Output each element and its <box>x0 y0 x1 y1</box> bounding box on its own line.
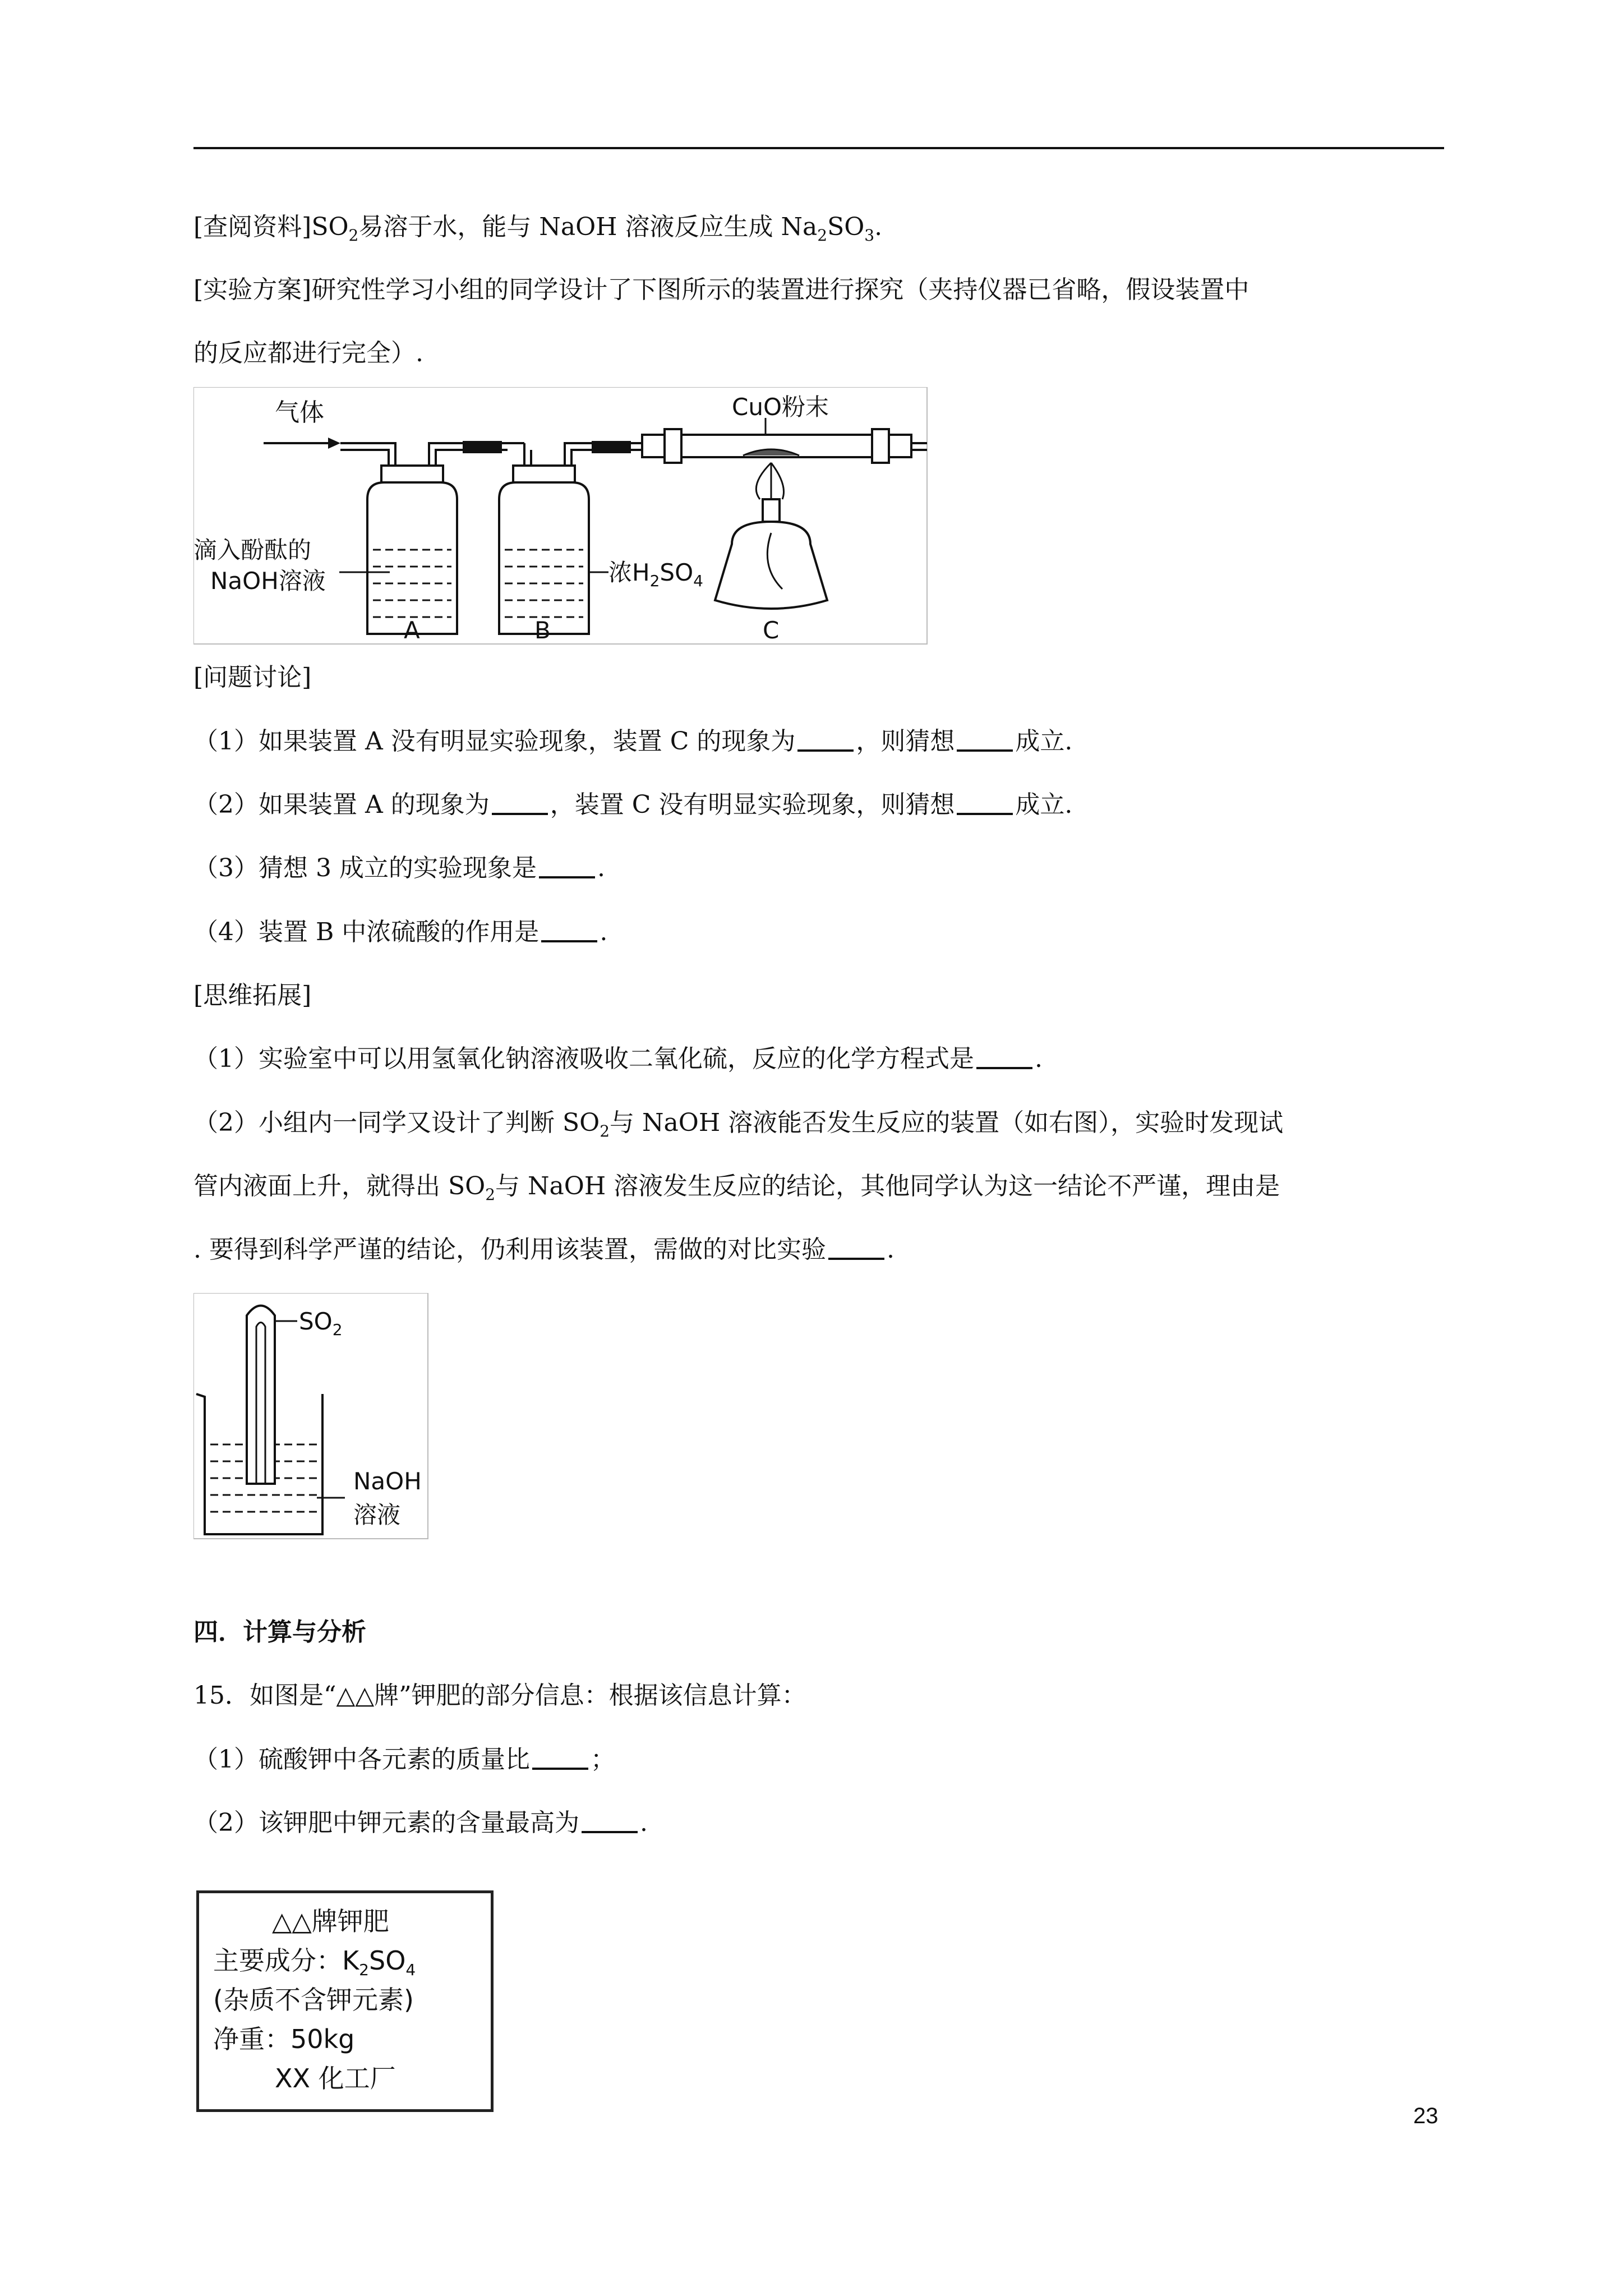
answer-blank[interactable] <box>957 790 1013 815</box>
extension-question-2-cont: 管内液面上升，就得出 $SO_2$与 NaOH 溶液发生反应的结论，其他同学认为这一结论不严谨，理由是 <box>193 1172 1280 1204</box>
label-title: △△牌钾肥 <box>272 1906 389 1936</box>
acid-label: 浓$H_2SO_4$ <box>608 559 703 590</box>
extension-question-2-end: . 要得到科学严谨的结论，仍利用该装置，需做的对比实验 . <box>193 1235 895 1264</box>
section-heading-calculation: 四．计算与分析 <box>193 1618 366 1646</box>
line-experiment-plan-cont: 的反应都进行完全）. <box>193 339 423 367</box>
solution-label: 溶液 <box>353 1501 401 1529</box>
label-c: C <box>763 616 780 644</box>
test-tube <box>247 1306 275 1484</box>
question-3: （3）猜想 3 成立的实验现象是 . <box>193 854 605 882</box>
answer-blank[interactable] <box>539 854 595 878</box>
label-impurity: (杂质不含钾元素) <box>213 1985 414 2015</box>
cuo-label: CuO粉末 <box>732 393 829 421</box>
question-15: 15．如图是“△△牌”钾肥的部分信息：根据该信息计算： <box>193 1681 806 1710</box>
label-a: A <box>404 616 420 644</box>
fertilizer-label <box>196 1890 494 2112</box>
question-2: （2）如果装置 A 的现象为 ，装置 C 没有明显实验现象，则猜想 成立. <box>193 790 1073 819</box>
question-15-1: （1）硫酸钾中各元素的质量比 ； <box>193 1745 615 1774</box>
gas-label: 气体 <box>275 398 324 427</box>
beaker-figure <box>193 1293 429 1540</box>
bottle-a-label-1: 滴入酚酞的 <box>193 536 312 564</box>
bottle-b <box>499 466 589 634</box>
label-weight: 净重：50kg <box>213 2024 355 2054</box>
answer-blank[interactable] <box>957 727 1013 752</box>
bottle-a <box>367 466 457 634</box>
answer-blank[interactable] <box>797 727 854 752</box>
label-b: B <box>534 616 551 644</box>
line-discussion-heading: [问题讨论] <box>193 663 312 692</box>
page-number: 23 <box>1413 2104 1438 2128</box>
line-extension-heading: [思维拓展] <box>193 981 312 1010</box>
question-1: （1）如果装置 A 没有明显实验现象，装置 C 的现象为 ，则猜想 成立. <box>193 727 1073 756</box>
header-rule <box>193 147 1444 149</box>
extension-question-2: （2）小组内一同学又设计了判断 $SO_2$与 NaOH 溶液能否发生反应的装置（如右图），实验时发现试 <box>193 1108 1284 1140</box>
question-15-2: （2）该钾肥中钾元素的含量最高为 . <box>193 1809 648 1837</box>
label-maker: XX 化工厂 <box>275 2063 396 2093</box>
so2-label: $SO_2$ <box>299 1308 343 1339</box>
naoh-label: NaOH <box>353 1467 422 1495</box>
answer-blank[interactable] <box>532 1745 588 1770</box>
answer-blank[interactable] <box>828 1235 884 1260</box>
answer-blank[interactable] <box>976 1045 1032 1069</box>
apparatus-figure <box>193 387 928 645</box>
question-4: （4）装置 B 中浓硫酸的作用是 . <box>193 918 608 946</box>
label-composition: 主要成分：$K_2SO_4$ <box>213 1945 416 1980</box>
bottle-a-label-2: NaOH溶液 <box>210 567 326 595</box>
answer-blank[interactable] <box>492 790 548 815</box>
line-experiment-plan: [实验方案]研究性学习小组的同学设计了下图所示的装置进行探究（夹持仪器已省略，假设装置中 <box>193 275 1249 304</box>
line-reference-info: [查阅资料]$SO_2$易溶于水，能与 NaOH 溶液反应生成 $Na_2SO_3$. <box>193 213 883 245</box>
answer-blank[interactable] <box>582 1809 638 1833</box>
extension-question-1: （1）实验室中可以用氢氧化钠溶液吸收二氧化硫，反应的化学方程式是 . <box>193 1045 1043 1073</box>
answer-blank[interactable] <box>541 918 597 942</box>
